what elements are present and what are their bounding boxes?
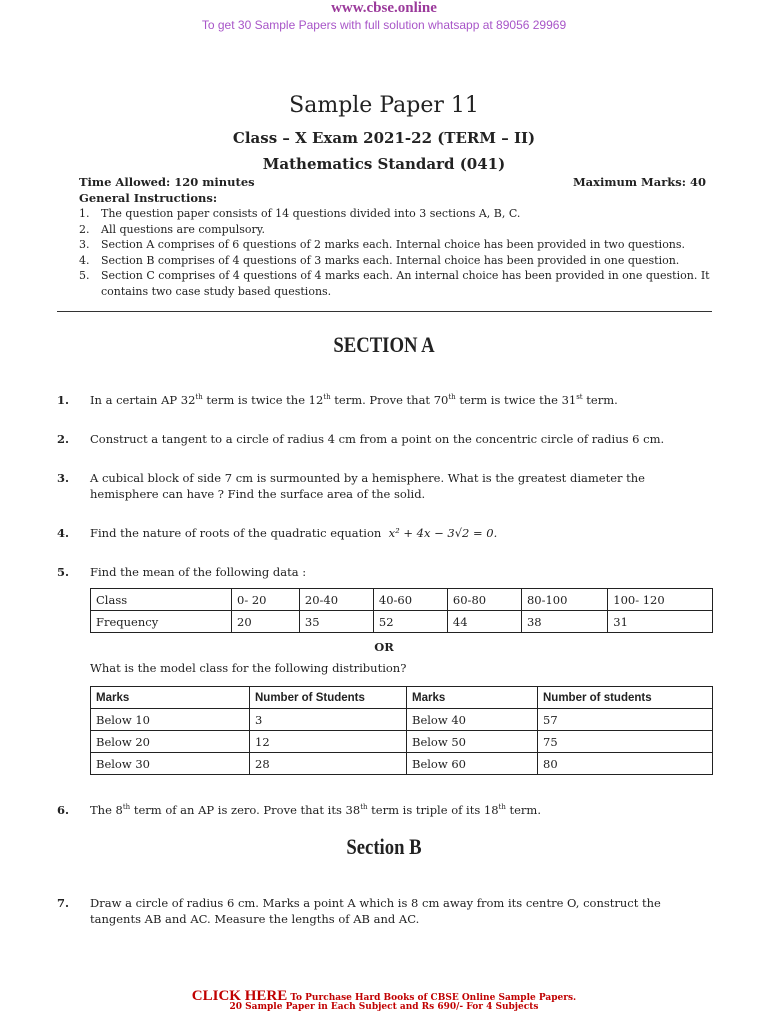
section-a-heading: SECTION A (333, 332, 435, 357)
maximum-marks: Maximum Marks: 40 (572, 175, 706, 189)
table-cell: Below 10 (91, 709, 250, 731)
table-cell: 80 (538, 753, 713, 775)
table-row (91, 731, 713, 753)
table-cell: 0- 20 (232, 589, 300, 611)
superscript: th (498, 803, 506, 812)
site-link[interactable]: www.cbse.online (331, 0, 437, 16)
table-cell: 38 (521, 611, 607, 633)
question-6 (57, 802, 712, 818)
superscript: th (323, 393, 331, 402)
question-text: A cubical block of side 7 cm is surmounted by a hemisphere. What is the greatest diameter the hemisphere can have ? Find the surface area of the solid. (90, 471, 645, 501)
question-text: Draw a circle of radius 6 cm. Marks a point A which is 8 cm away from its centre O, construct the tangents AB and AC. Measure the lengths of AB and AC. (90, 896, 661, 926)
purchase-text: To Purchase Hard Books of CBSE Online Sample Papers. (287, 993, 577, 1003)
question-text (90, 392, 712, 408)
q6-part: term of an AP is zero. Prove that its 38 (130, 803, 361, 817)
instruction-item (79, 222, 715, 238)
instruction-item (79, 268, 715, 299)
table-header-cell: Marks (91, 687, 250, 709)
q6-part: term. (505, 803, 541, 817)
table-cell: 75 (538, 731, 713, 753)
divider (57, 311, 712, 312)
table-cell: 35 (299, 611, 373, 633)
table-cell: 52 (373, 611, 447, 633)
table-cell: 80-100 (521, 589, 607, 611)
table-cell: Below 40 (407, 709, 538, 731)
instruction-item (79, 253, 715, 269)
q1-part: term is twice the 12 (202, 393, 324, 407)
question-number: 6. (57, 803, 70, 817)
table-cell: 3 (250, 709, 407, 731)
click-here-link[interactable]: CLICK HERE (191, 988, 288, 1004)
question-2 (57, 431, 712, 447)
or-label: OR (374, 640, 394, 654)
table-cell: 12 (250, 731, 407, 753)
instruction-number: 3. (79, 238, 90, 251)
or-question: What is the model class for the following distribution? (90, 661, 407, 675)
question-number: 2. (57, 432, 70, 446)
q6-part: term is triple of its 18 (367, 803, 499, 817)
subject-line: Mathematics Standard (041) (262, 155, 506, 173)
instructions-list (79, 206, 715, 299)
table-cell: 20-40 (299, 589, 373, 611)
question-text (90, 802, 712, 818)
question-text: Construct a tangent to a circle of radius 4 cm from a point on the concentric circle of radius 6 cm. (90, 432, 665, 446)
question-7 (57, 895, 712, 927)
question-number: 1. (57, 393, 70, 407)
table-row (91, 709, 713, 731)
instructions-title: General Instructions: (79, 191, 218, 205)
superscript: th (360, 803, 368, 812)
superscript: st (576, 393, 583, 402)
question-1 (57, 392, 712, 408)
instruction-text: Section A comprises of 6 questions of 2 marks each. Internal choice has been provided in two questions. (101, 238, 686, 251)
q1-part: term. (582, 393, 618, 407)
superscript: th (448, 393, 456, 402)
table-cell: Below 20 (91, 731, 250, 753)
question-5 (57, 564, 712, 580)
whatsapp-promo: To get 30 Sample Papers with full solution whatsapp at 89056 29969 (201, 18, 567, 32)
table-cell: 44 (447, 611, 521, 633)
table-row (91, 589, 713, 611)
marks-table (90, 686, 713, 775)
table-cell: 100- 120 (608, 589, 713, 611)
offer-text: 20 Sample Paper in Each Subject and Rs 690/- For 4 Subjects (229, 1002, 539, 1012)
table-cell: 28 (250, 753, 407, 775)
table-cell: 60-80 (447, 589, 521, 611)
question-number: 5. (57, 565, 70, 579)
q1-part: term. Prove that 70 (330, 393, 449, 407)
table-header-cell: Number of students (538, 687, 713, 709)
q4-text: Find the nature of roots of the quadratic equation (90, 526, 382, 540)
q1-part: In a certain AP 32 (90, 393, 196, 407)
table-cell: Below 30 (91, 753, 250, 775)
frequency-table (90, 588, 713, 633)
instruction-text: All questions are compulsory. (101, 222, 266, 236)
instruction-number: 2. (79, 222, 90, 236)
q6-part: The 8 (90, 803, 123, 817)
table-cell: 40-60 (373, 589, 447, 611)
superscript: th (122, 803, 131, 812)
equation: x² + 4x − 3√2 = 0. (388, 526, 498, 540)
instruction-item (79, 237, 715, 253)
question-number: 3. (57, 471, 70, 485)
class-line: Class – X Exam 2021-22 (TERM – II) (232, 129, 536, 147)
question-3 (57, 470, 712, 502)
instruction-number: 5. (79, 269, 90, 282)
instruction-number: 1. (79, 207, 90, 220)
table-row (91, 611, 713, 633)
question-number: 4. (57, 526, 70, 540)
table-row (91, 753, 713, 775)
paper-title: Sample Paper 11 (289, 93, 479, 118)
question-text: Find the mean of the following data : (90, 565, 307, 579)
table-header-row (91, 687, 713, 709)
table-cell: Class (91, 589, 232, 611)
superscript: th (195, 393, 203, 402)
instruction-text: Section B comprises of 4 questions of 3 marks each. Internal choice has been provided in one question. (101, 253, 680, 267)
table-cell: 20 (232, 611, 300, 633)
section-b-heading: Section B (346, 834, 422, 859)
table-cell: Below 50 (407, 731, 538, 753)
time-allowed: Time Allowed: 120 minutes (79, 175, 255, 189)
table-cell: Frequency (91, 611, 232, 633)
table-cell: Below 60 (407, 753, 538, 775)
table-cell: 57 (538, 709, 713, 731)
q1-part: term is twice the 31 (455, 393, 577, 407)
instruction-text: Section C comprises of 4 questions of 4 marks each. An internal choice has been provided in one question. It contains two case study based questions. (101, 269, 710, 298)
question-4 (57, 525, 712, 541)
instruction-item (79, 206, 715, 222)
instruction-number: 4. (79, 253, 90, 267)
instruction-text: The question paper consists of 14 questions divided into 3 sections A, B, C. (101, 207, 521, 220)
question-text (90, 525, 712, 541)
table-cell: 31 (608, 611, 713, 633)
table-header-cell: Number of Students (250, 687, 407, 709)
question-number: 7. (57, 896, 70, 910)
table-header-cell: Marks (407, 687, 538, 709)
